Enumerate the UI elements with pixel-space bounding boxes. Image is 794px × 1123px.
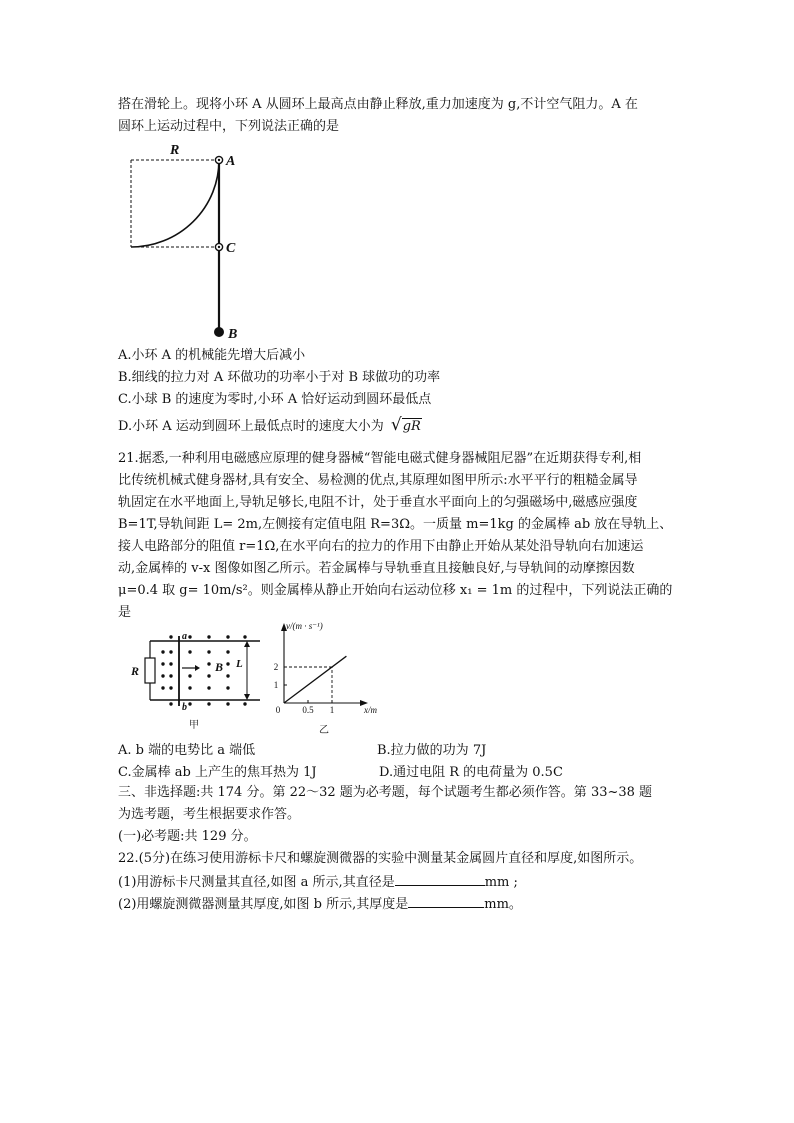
q22-part2-unit: mm。 bbox=[484, 897, 522, 912]
q22-line-3 bbox=[118, 894, 522, 914]
label-a: a bbox=[182, 631, 187, 642]
x-axis-label: x/m bbox=[364, 705, 377, 715]
q20-option-d-text: D.小环 A 运动到圆环上最低点时的速度大小为 bbox=[118, 419, 384, 434]
q21-line-5: 接人电路部分的阻值 r=1Ω,在水平向右的拉力的作用下由静止开始从某处沿导轨向右加速运 bbox=[118, 539, 644, 554]
q21-line-2: 比传统机械式健身器材,具有安全、易检测的优点,其原理如图甲所示:水平平行的粗糙金属导 bbox=[118, 473, 638, 488]
q22-line-1: 22.(5分)在练习使用游标卡尺和螺旋测微器的实验中测量某金属圆片直径和厚度,如图所示。 bbox=[118, 851, 643, 866]
q21-line-4: B=1T,导轨间距 L= 2m,左侧接有定值电阻 R=3Ω。一质量 m=1kg 的金属棒 ab 放在导轨上、 bbox=[118, 517, 673, 532]
ring-pulley-figure bbox=[118, 138, 258, 344]
y-tick-label-0: 1 bbox=[273, 680, 279, 690]
answer-blank-2[interactable] bbox=[408, 894, 484, 908]
label-B: B bbox=[228, 327, 238, 342]
q21-option-d: D.通过电阻 R 的电荷量为 0.5C bbox=[379, 765, 563, 780]
sqrt-radicand: gR bbox=[402, 419, 421, 434]
circuit-figure-jia bbox=[125, 628, 265, 734]
resistor-R bbox=[145, 658, 155, 683]
caption-yi: 乙 bbox=[319, 725, 329, 736]
y-axis-label: v/(m · s⁻¹) bbox=[286, 621, 323, 631]
sqrt-expression: √gR bbox=[390, 415, 421, 435]
label-A: A bbox=[226, 154, 236, 169]
x-tick-label-1: 1 bbox=[329, 705, 335, 715]
q22-part1-text: (1)用游标卡尺测量其直径,如图 a 所示,其直径是 bbox=[118, 875, 395, 890]
quarter-ring-arc bbox=[131, 160, 219, 247]
label-b: b bbox=[182, 702, 187, 713]
q20-option-b: B.细线的拉力对 A 环做功的功率小于对 B 球做功的功率 bbox=[118, 370, 441, 385]
q21-line-8: 是 bbox=[118, 605, 132, 620]
y-tick-label-1: 2 bbox=[273, 662, 279, 672]
q22-line-2 bbox=[118, 872, 518, 892]
section3-line-2: 为选考题，考生根据要求作答。 bbox=[118, 807, 301, 822]
label-R: R bbox=[170, 143, 180, 158]
q22-part2-text: (2)用螺旋测微器测量其厚度,如图 b 所示,其厚度是 bbox=[118, 897, 409, 912]
q21-option-a: A. b 端的电势比 a 端低 bbox=[118, 743, 256, 758]
q20-option-a: A.小环 A 的机械能先增大后减小 bbox=[118, 348, 306, 363]
caption-jia: 甲 bbox=[189, 720, 199, 731]
q20-option-c: C.小球 B 的速度为零时,小环 A 恰好运动到圆环最低点 bbox=[118, 392, 432, 407]
q21-option-c: C.金属棒 ab 上产生的焦耳热为 1J bbox=[118, 765, 317, 780]
origin-label: 0 bbox=[275, 705, 281, 715]
q21-line-1: 21.据悉,一种利用电磁感应原理的健身器械“智能电磁式健身器械阻尼器”在近期获得专利,相 bbox=[118, 451, 642, 466]
label-L: L bbox=[236, 658, 243, 670]
dashed-frame bbox=[131, 160, 219, 247]
vx-data-line bbox=[284, 656, 346, 703]
q22-part1-unit: mm ; bbox=[484, 875, 518, 890]
section3-line-3: (一)必考题:共 129 分。 bbox=[118, 829, 257, 844]
q21-line-3: 轨固定在水平地面上,导轨足够长,电阻不计，处于垂直水平面向上的匀强磁场中,磁感应强度 bbox=[118, 495, 638, 510]
intro-line-1: 搭在滑轮上。现将小环 A 从圆环上最高点由静止释放,重力加速度为 g,不计空气阻力。A 在 bbox=[118, 97, 638, 112]
q21-option-b: B.拉力做的功为 7J bbox=[377, 743, 487, 758]
q21-line-6: 动,金属棒的 v-x 图像如图乙所示。若金属棒与导轨垂直且接触良好,与导轨间的动摩擦因数 bbox=[118, 561, 635, 576]
label-B-field: B bbox=[215, 660, 224, 674]
label-R: R bbox=[131, 664, 140, 678]
magnetic-field-dots bbox=[161, 635, 246, 705]
label-C: C bbox=[226, 241, 236, 256]
section3-line-1: 三、非选择题:共 174 分。第 22～32 题为必考题，每个试题考生都必须作答。第 33~38 题 bbox=[118, 785, 653, 800]
q21-line-7: μ=0.4 取 g= 10m/s²。则金属棒从静止开始向右运动位移 x₁ = 1m 的过程中，下列说法正确的 bbox=[118, 583, 673, 598]
answer-blank-1[interactable] bbox=[395, 872, 485, 886]
intro-line-2: 圆环上运动过程中，下列说法正确的是 bbox=[118, 119, 340, 134]
q20-option-d bbox=[118, 416, 422, 436]
ball-B bbox=[214, 327, 224, 337]
vx-graph-yi bbox=[266, 617, 386, 741]
x-tick-label-0: 0.5 bbox=[302, 705, 314, 715]
